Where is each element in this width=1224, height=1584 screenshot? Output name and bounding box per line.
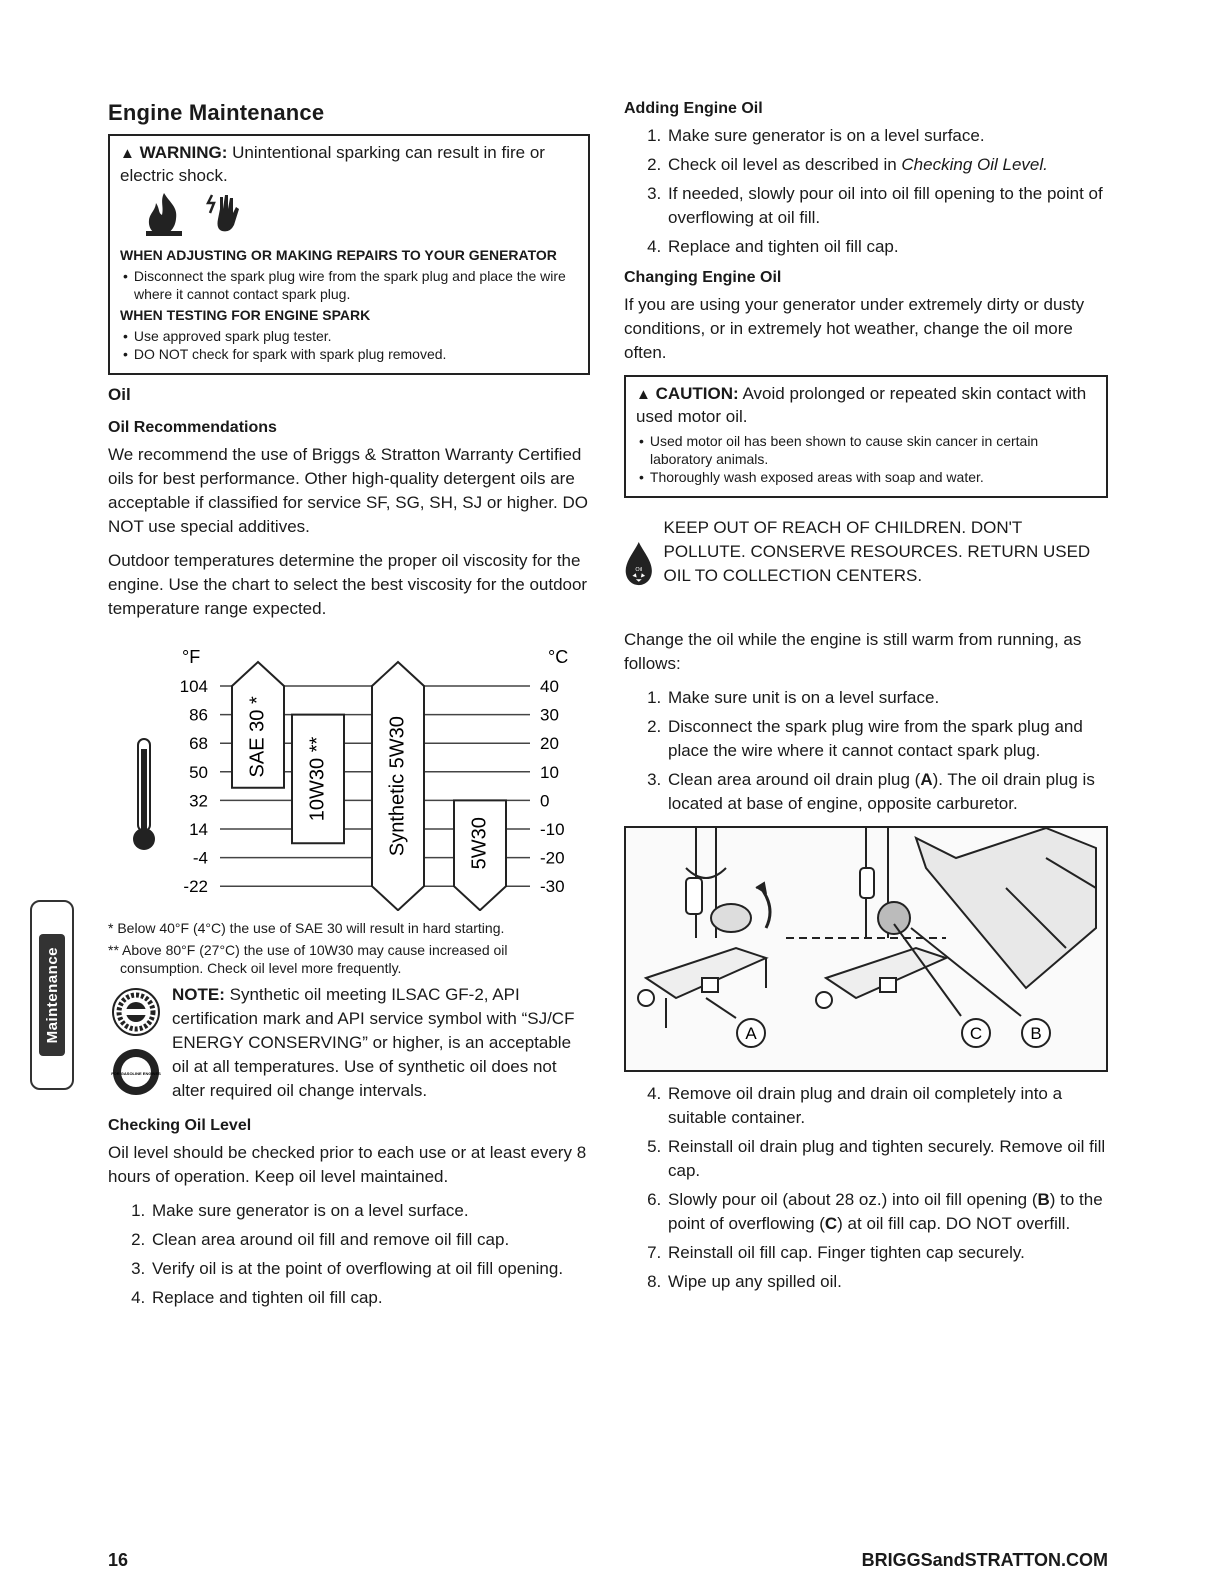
electric-shock-icon [206, 191, 242, 237]
oil-rec-paragraph-2: Outdoor temperatures determine the proper oil viscosity for the engine. Use the chart to select the best viscosity for the outdoor temperature range expected. [108, 551, 588, 618]
note-block [108, 983, 590, 1113]
callout-key: B [1037, 1190, 1050, 1209]
oil-recycle-drop-label: Oil [635, 566, 643, 573]
footer-website: BRIGGSandSTRATTON.COM [861, 1550, 1108, 1570]
caution-text: Avoid prolonged or repeated skin contact with used motor oil. [636, 384, 1087, 426]
left-column [108, 100, 590, 1320]
changing-oil-steps-a [624, 686, 1108, 816]
list-item: • DO NOT check for spark with spark plug removed. [134, 345, 578, 363]
warning-box [108, 134, 590, 375]
celsius-tick-label: -30 [540, 877, 565, 897]
adding-oil-steps [624, 124, 1108, 259]
list-item: 5. Reinstall oil drain plug and tighten securely. Remove oil fill cap. [666, 1135, 1108, 1183]
note-icons [108, 983, 164, 1113]
warning-section2-list [120, 327, 578, 363]
celsius-tick-label: -10 [540, 820, 565, 839]
caution-list [636, 432, 1096, 486]
oil-rec-paragraph-1: We recommend the use of Briggs & Stratton Warranty Certified oils for best performance. Other high-quality detergent oils are acceptable if classified for service SF, SG, SH, SJ or higher. DO NOT use special additives. [108, 445, 588, 536]
warning-section1-list [120, 267, 578, 303]
list-item: 7. Reinstall oil fill cap. Finger tighten cap securely. [666, 1241, 1108, 1265]
oil-change-figure [624, 826, 1108, 1072]
step-text: ). The oil drain plug is located at base of engine, opposite carburetor. [668, 770, 1095, 813]
list-item: • Disconnect the spark plug wire from the spark plug and place the wire where it cannot contact spark plug. [134, 267, 578, 303]
footnote-2: ** Above 80°F (27°C) the use of 10W30 may cause increased oil consumption. Check oil level more frequently. [108, 942, 508, 976]
fire-icon [144, 191, 184, 237]
recycle-text: KEEP OUT OF REACH OF CHILDREN. DON'T POLLUTE. CONSERVE RESOURCES. RETURN USED OIL TO COLLECTION CENTERS. [663, 518, 1091, 585]
oil-recommendations-heading: Oil Recommendations [108, 419, 277, 436]
viscosity-bar-label: 10W30 ** [306, 736, 329, 822]
oil-heading: Oil [108, 385, 131, 404]
callout-key: C [824, 1214, 838, 1233]
caution-heading [636, 383, 1096, 428]
fahrenheit-unit-label: °F [182, 647, 201, 667]
celsius-tick-label: 20 [540, 734, 559, 754]
fahrenheit-tick-label: 68 [189, 734, 208, 754]
viscosity-bar-label: SAE 30 * [246, 696, 269, 778]
viscosity-bar-label: 5W30 [468, 817, 491, 870]
fahrenheit-tick-label: 14 [189, 820, 208, 839]
footnote-1: * Below 40°F (4°C) the use of SAE 30 will result in hard starting. [108, 920, 505, 936]
celsius-tick-label: 0 [540, 791, 550, 811]
viscosity-chart-svg [108, 631, 590, 911]
page-title: Engine Maintenance [108, 100, 325, 125]
list-item: 4. Replace and tighten oil fill cap. [150, 1286, 590, 1310]
right-column [624, 100, 1108, 1304]
step-text: Check oil level as described in [668, 155, 902, 174]
recycle-notice [624, 508, 1108, 620]
celsius-tick-label: 30 [540, 705, 559, 725]
callout-key: A [920, 770, 933, 789]
viscosity-chart [108, 631, 590, 911]
changing-oil-intro: If you are using your generator under extremely dirty or dusty conditions, or in extremely hot weather, change the oil more often. [624, 295, 1085, 362]
warning-section1-title: WHEN ADJUSTING OR MAKING REPAIRS TO YOUR GENERATOR [120, 247, 557, 263]
note-paragraph [172, 983, 590, 1103]
list-item: • Thoroughly wash exposed areas with soap and water. [650, 468, 1096, 486]
cross-reference: Checking Oil Level. [901, 155, 1048, 174]
list-item: 2. Disconnect the spark plug wire from the spark plug and place the wire where it cannot contact spark plug. [666, 715, 1108, 763]
checking-oil-steps [108, 1199, 590, 1310]
note-text: Synthetic oil meeting ILSAC GF-2, API certification mark and API service symbol with “SJ/CF ENERGY CONSERVING” or higher, is an acceptable oil at all temperatures. Use of synthetic oil does not alter required oil change intervals. [172, 985, 575, 1100]
changing-oil-lead: Change the oil while the engine is still warm from running, as follows: [624, 630, 1082, 673]
thermometer-icon [133, 739, 155, 850]
viscosity-bar-label: Synthetic 5W30 [386, 716, 409, 857]
list-item: 4. Replace and tighten oil fill cap. [666, 235, 1108, 259]
list-item: 8. Wipe up any spilled oil. [666, 1270, 1108, 1294]
celsius-unit-label: °C [548, 647, 569, 667]
caution-triangle-icon: ▲ [636, 386, 651, 403]
fahrenheit-tick-label: 50 [189, 762, 208, 782]
api-certification-mark-icon [111, 1047, 161, 1097]
list-item: 1. Make sure generator is on a level surface. [666, 124, 1108, 148]
list-item [666, 1188, 1108, 1236]
list-item: • Use approved spark plug tester. [134, 327, 578, 345]
caution-label: CAUTION: [655, 384, 739, 403]
warning-icons [144, 189, 578, 239]
warning-triangle-icon: ▲ [120, 145, 135, 162]
fahrenheit-tick-label: -4 [192, 848, 208, 868]
celsius-tick-label: 10 [540, 762, 559, 782]
list-item [666, 153, 1108, 177]
oil-recycle-drop-icon [624, 508, 654, 620]
step-text: Slowly pour oil (about 28 oz.) into oil fill opening ( [668, 1190, 1038, 1209]
callout-label: A [745, 1024, 757, 1043]
warning-text: Unintentional sparking can result in fire or electric shock. [120, 143, 545, 185]
celsius-tick-label: 40 [540, 677, 559, 696]
warning-heading [120, 142, 578, 187]
step-text: ) at oil fill cap. DO NOT overfill. [837, 1214, 1071, 1233]
adding-oil-heading: Adding Engine Oil [624, 100, 763, 117]
fahrenheit-tick-label: -22 [183, 877, 208, 897]
api-certification-mark-text: FOR GASOLINE ENGINES [111, 1071, 161, 1076]
checking-oil-intro: Oil level should be checked prior to each use or at least every 8 hours of operation. Keep oil level maintained. [108, 1143, 587, 1186]
list-item: 2. Clean area around oil fill and remove oil fill cap. [150, 1228, 590, 1252]
callout-label: B [1030, 1024, 1042, 1043]
warning-label: WARNING: [139, 143, 228, 162]
callout-label: C [969, 1024, 983, 1043]
note-label: NOTE: [172, 985, 225, 1004]
step-text: ) to the point of overflowing ( [668, 1190, 1103, 1233]
list-item: 1. Make sure generator is on a level surface. [150, 1199, 590, 1223]
page-number: 16 [108, 1550, 129, 1570]
caution-box [624, 375, 1108, 498]
fahrenheit-tick-label: 104 [179, 677, 208, 696]
list-item: 3. Verify oil is at the point of overflowing at oil fill opening. [150, 1257, 590, 1281]
changing-oil-steps-b [624, 1082, 1108, 1294]
fahrenheit-tick-label: 86 [189, 705, 208, 725]
changing-oil-heading: Changing Engine Oil [624, 269, 782, 286]
celsius-tick-label: -20 [540, 848, 565, 868]
fahrenheit-tick-label: 32 [189, 791, 208, 811]
list-item: • Used motor oil has been shown to cause skin cancer in certain laboratory animals. [650, 432, 1096, 468]
side-tab-label: Maintenance [43, 946, 61, 1044]
checking-oil-heading: Checking Oil Level [108, 1117, 252, 1134]
list-item [666, 768, 1108, 816]
oil-change-illustration [626, 828, 1106, 1066]
list-item: 1. Make sure unit is on a level surface. [666, 686, 1108, 710]
list-item: 3. If needed, slowly pour oil into oil fill opening to the point of overflowing at oil fill. [666, 182, 1108, 230]
step-text: Clean area around oil drain plug ( [668, 770, 921, 789]
list-item: 4. Remove oil drain plug and drain oil completely into a suitable container. [666, 1082, 1108, 1130]
section-side-tab [30, 900, 74, 1090]
warning-section2-title: WHEN TESTING FOR ENGINE SPARK [120, 307, 371, 323]
api-service-symbol-icon [111, 987, 161, 1037]
